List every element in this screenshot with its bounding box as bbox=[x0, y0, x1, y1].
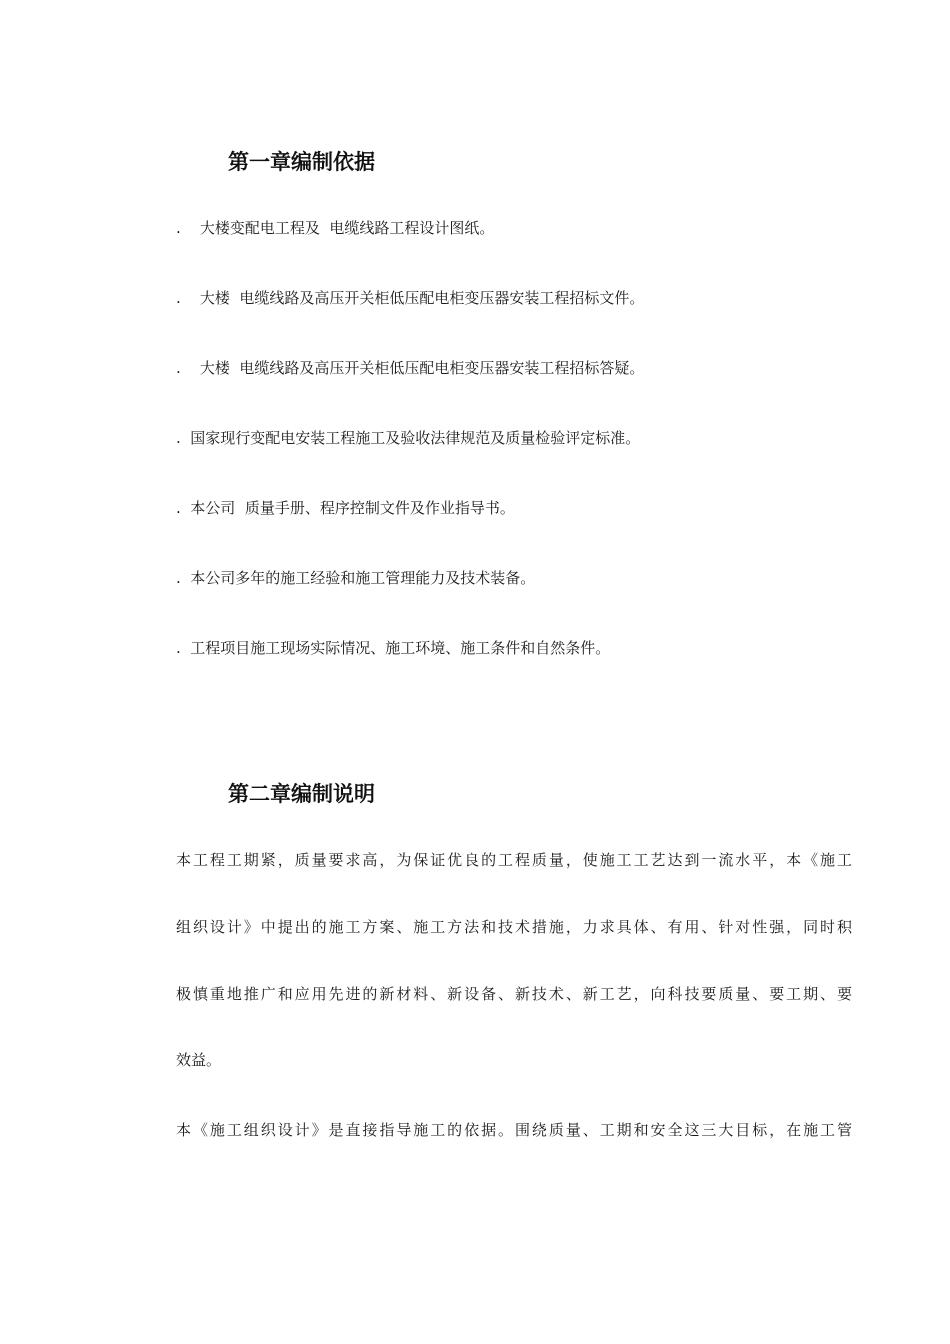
paragraph-line: 本工程工期紧，质量要求高，为保证优良的工程质量，使施工工艺达到一流水平，本《施工 bbox=[176, 851, 852, 869]
paragraph-line: 效益。 bbox=[176, 1051, 222, 1069]
list-item: . 本公司多年的施工经验和施工管理能力及技术装备。 bbox=[176, 569, 536, 587]
paragraph-line: 组织设计》中提出的施工方案、施工方法和技术措施，力求具体、有用、针对性强，同时积 bbox=[176, 918, 852, 936]
chapter-1-title: 第一章编制依据 bbox=[228, 150, 375, 174]
paragraph-line: 极慎重地推广和应用先进的新材料、新设备、新技术、新工艺，向科技要质量、要工期、要 bbox=[176, 985, 852, 1003]
chapter-2-title: 第二章编制说明 bbox=[228, 782, 375, 806]
list-item: . 本公司 质量手册、程序控制文件及作业指导书。 bbox=[176, 499, 515, 517]
list-item: . 大楼变配电工程及 电缆线路工程设计图纸。 bbox=[176, 219, 495, 237]
paragraph-line: 本《施工组织设计》是直接指导施工的依据。围绕质量、工期和安全这三大目标，在施工管 bbox=[176, 1121, 852, 1139]
list-item: . 大楼 电缆线路及高压开关柜低压配电柜变压器安装工程招标答疑。 bbox=[176, 359, 645, 377]
list-item: . 工程项目施工现场实际情况、施工环境、施工条件和自然条件。 bbox=[176, 639, 611, 657]
list-item: . 国家现行变配电安装工程施工及验收法律规范及质量检验评定标准。 bbox=[176, 429, 641, 447]
list-item: . 大楼 电缆线路及高压开关柜低压配电柜变压器安装工程招标文件。 bbox=[176, 289, 645, 307]
